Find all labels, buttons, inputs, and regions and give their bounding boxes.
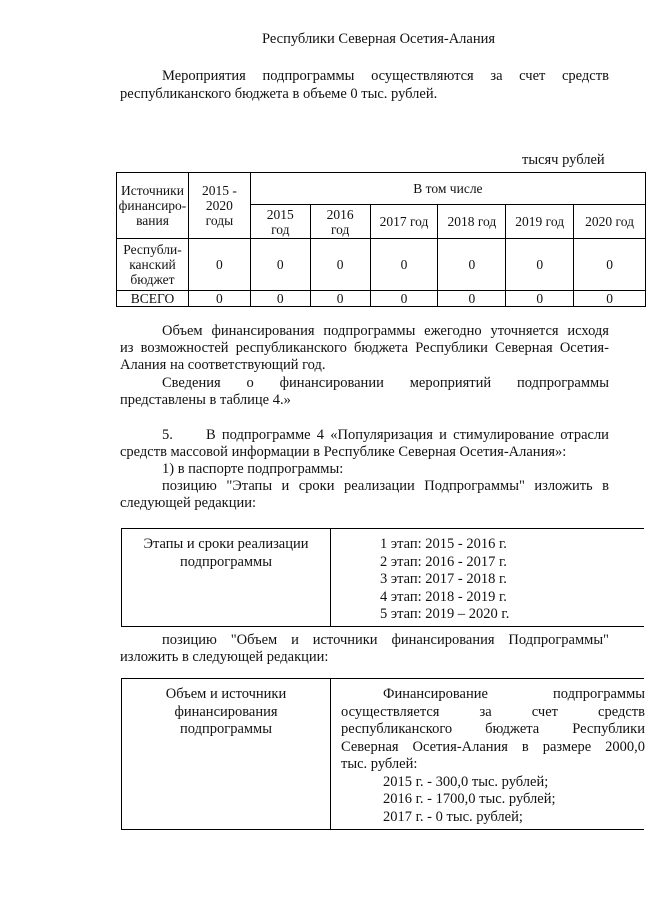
year-header-2019 [506,205,574,239]
table-cell: 0 [506,291,574,307]
word: счет [519,68,546,84]
cell-line: 2019 год [515,214,565,229]
word: позицию [162,632,217,648]
word: Мероприятия [162,68,246,84]
paragraph-4-line-2: изложить в следующей редакции: [120,649,329,665]
stages-divider [330,529,331,626]
paragraph-1-line-2: республиканского бюджета в объеме 0 тыс. рублей. [120,86,438,102]
word: Северная [341,738,399,755]
word: отрасли [560,427,609,443]
word: бюджета [354,340,409,356]
cell-line: 2020 год [585,214,634,229]
word: Финансирование [383,686,488,702]
word: подпрограмме [221,427,311,443]
word: Сведения [162,375,221,391]
stage-item: 2 этап: 2016 - 2017 г. [380,553,507,570]
cell-line: бюджет [130,272,175,287]
word: реализации [343,478,415,494]
financing-table [116,172,646,307]
table-cell: 0 [188,291,250,307]
table-cell: 0 [574,291,646,307]
word: бюджета [485,721,540,737]
word: подпрограммы [553,686,645,702]
word: средств [562,68,609,84]
word: и [439,427,447,443]
cell-line: подпрограммы [180,721,272,737]
cell-line: канский [129,257,176,272]
volume-year-item: 2016 г. - 1700,0 тыс. рублей; [383,791,556,807]
word: за [479,703,492,720]
cell-line: финансиро- [118,198,187,213]
stage-item: 3 этап: 2017 - 2018 г. [380,571,507,587]
paragraph-2-line-4 [162,375,609,392]
year-header-2020 [574,205,646,239]
word: Республики [572,721,645,737]
table-cell: 0 [310,291,370,307]
word: "Этапы [226,478,273,494]
word: Осетия- [559,340,609,356]
volume-line-2 [341,704,645,722]
paragraph-3-line-3: 1) в паспорте подпрограммы: [162,461,344,477]
word: Осетия-Алания [412,738,508,755]
cell-line: Республи- [123,242,182,257]
word: подпрограммы [323,323,416,339]
cell-line: 2017 год [379,214,429,229]
volume-divider [330,679,331,829]
word: республиканского [235,340,347,356]
year-header-2018 [438,205,506,239]
word: счет [531,703,558,720]
cell-line: 2016 [326,206,354,222]
paragraph-3-line-1 [206,427,609,444]
volume-label [122,686,330,739]
stages-label [122,536,330,571]
word: Северная [495,340,553,356]
word: возможностей [140,340,229,356]
cell-line: год [330,221,350,237]
word: финансировании [279,375,384,391]
word: о [246,375,254,391]
word: осуществляется [341,703,440,720]
word: Подпрограммы" [424,478,525,494]
word: в [602,478,609,494]
table-cell: 0 [574,239,646,291]
cell-line: 2018 год [447,214,497,229]
volume-year-item: 2015 г. - 300,0 тыс. рублей; [383,773,549,790]
word: сроки [298,478,335,494]
year-header-2016 [310,205,370,239]
word: стимулирование [453,427,555,443]
table-cell: 0 [250,291,310,307]
cell-line: вания [136,213,169,228]
word: позицию [162,478,217,494]
word: финансирования [391,632,495,648]
word: осуществляются [371,68,474,84]
header-total-period [188,173,250,239]
page-header: Республики Северная Осетия-Алания [262,31,496,47]
table-row [117,239,646,291]
word: Подпрограммы" [508,632,609,648]
stage-item: 1 этап: 2015 - 2016 г. [380,536,507,552]
word: изложить [534,478,593,494]
word: В [206,427,216,443]
table-cell: 0 [370,291,438,307]
table-cell: 0 [506,239,574,291]
paragraph-1-line-1 [162,68,609,85]
cell-line: 2015 - [201,183,237,198]
word: и [281,478,290,494]
word: 4 [316,427,325,443]
word: республиканского [341,721,453,737]
paragraph-3-line-2: средств массовой информации в Республике Северная Осетия-Алания»: [120,444,567,460]
word: ежегодно [424,323,482,339]
table-cell: 0 [438,239,506,291]
cell-line: 2020 [205,198,233,213]
stages-list [380,536,509,624]
table-row [117,291,646,307]
header-source [117,173,189,239]
volume-line-1 [341,686,645,704]
word: «Популяризация [330,427,433,443]
paragraph-4-line-1 [162,632,609,649]
table-cell: 0 [188,239,250,291]
volume-line-5: тыс. рублей: [341,756,418,772]
word: подпрограммы [262,68,355,84]
word: исходя [567,323,609,339]
paragraph-2-line-5: представлены в таблице 4.» [120,392,291,408]
paragraph-2-line-3: Алания на соответствующий год. [120,357,326,373]
word: источники [312,632,378,648]
cell-line: Этапы и сроки реализации [143,536,309,552]
stages-table [121,528,644,627]
word: за [490,68,503,84]
cell-line: подпрограммы [180,553,272,570]
table-cell: 0 [438,291,506,307]
year-header-2015 [250,205,310,239]
paragraph-3-line-4 [162,478,609,495]
volume-line-3 [341,721,645,739]
cell-line: Источники [121,183,184,198]
paragraph-2-line-2 [120,340,609,357]
word: Объем [162,323,203,339]
cell-line: год [271,221,290,237]
word: уточняется [490,323,559,339]
word: 2000,0 [605,738,645,755]
word: финансирования [211,323,315,339]
word: в [521,738,529,755]
units-label: тысяч рублей [522,152,605,168]
financing-volume-table [121,678,644,830]
row-label [117,291,189,307]
cell-line: Объем и источники [165,686,287,702]
paragraph-3-line-5: следующей редакции: [120,495,257,511]
item-number: 5. [162,427,173,443]
row-label [117,239,189,291]
word: средств [598,703,645,720]
cell-line: 2015 [266,206,294,222]
word: размере [542,738,592,755]
word: Республики [415,340,488,356]
table-cell: 0 [250,239,310,291]
cell-line: ВСЕГО [130,291,175,306]
volume-year-item: 2017 г. - 0 тыс. рублей; [383,808,523,825]
stage-item: 4 этап: 2018 - 2019 г. [380,588,507,605]
year-header-2017 [370,205,438,239]
paragraph-2-line-1 [162,323,609,340]
word: мероприятий [409,375,492,391]
cell-line: финансирования [174,703,278,720]
volume-line-4 [341,739,645,757]
word: "Объем [230,632,278,648]
word: из [120,340,134,356]
word: и [291,632,299,648]
cell-line: годы [205,213,234,228]
header-including: В том числе [250,173,645,205]
volume-content [341,686,645,826]
table-cell: 0 [370,239,438,291]
table-cell: 0 [310,239,370,291]
stage-item: 5 этап: 2019 – 2020 г. [380,606,510,622]
word: подпрограммы [516,375,609,391]
